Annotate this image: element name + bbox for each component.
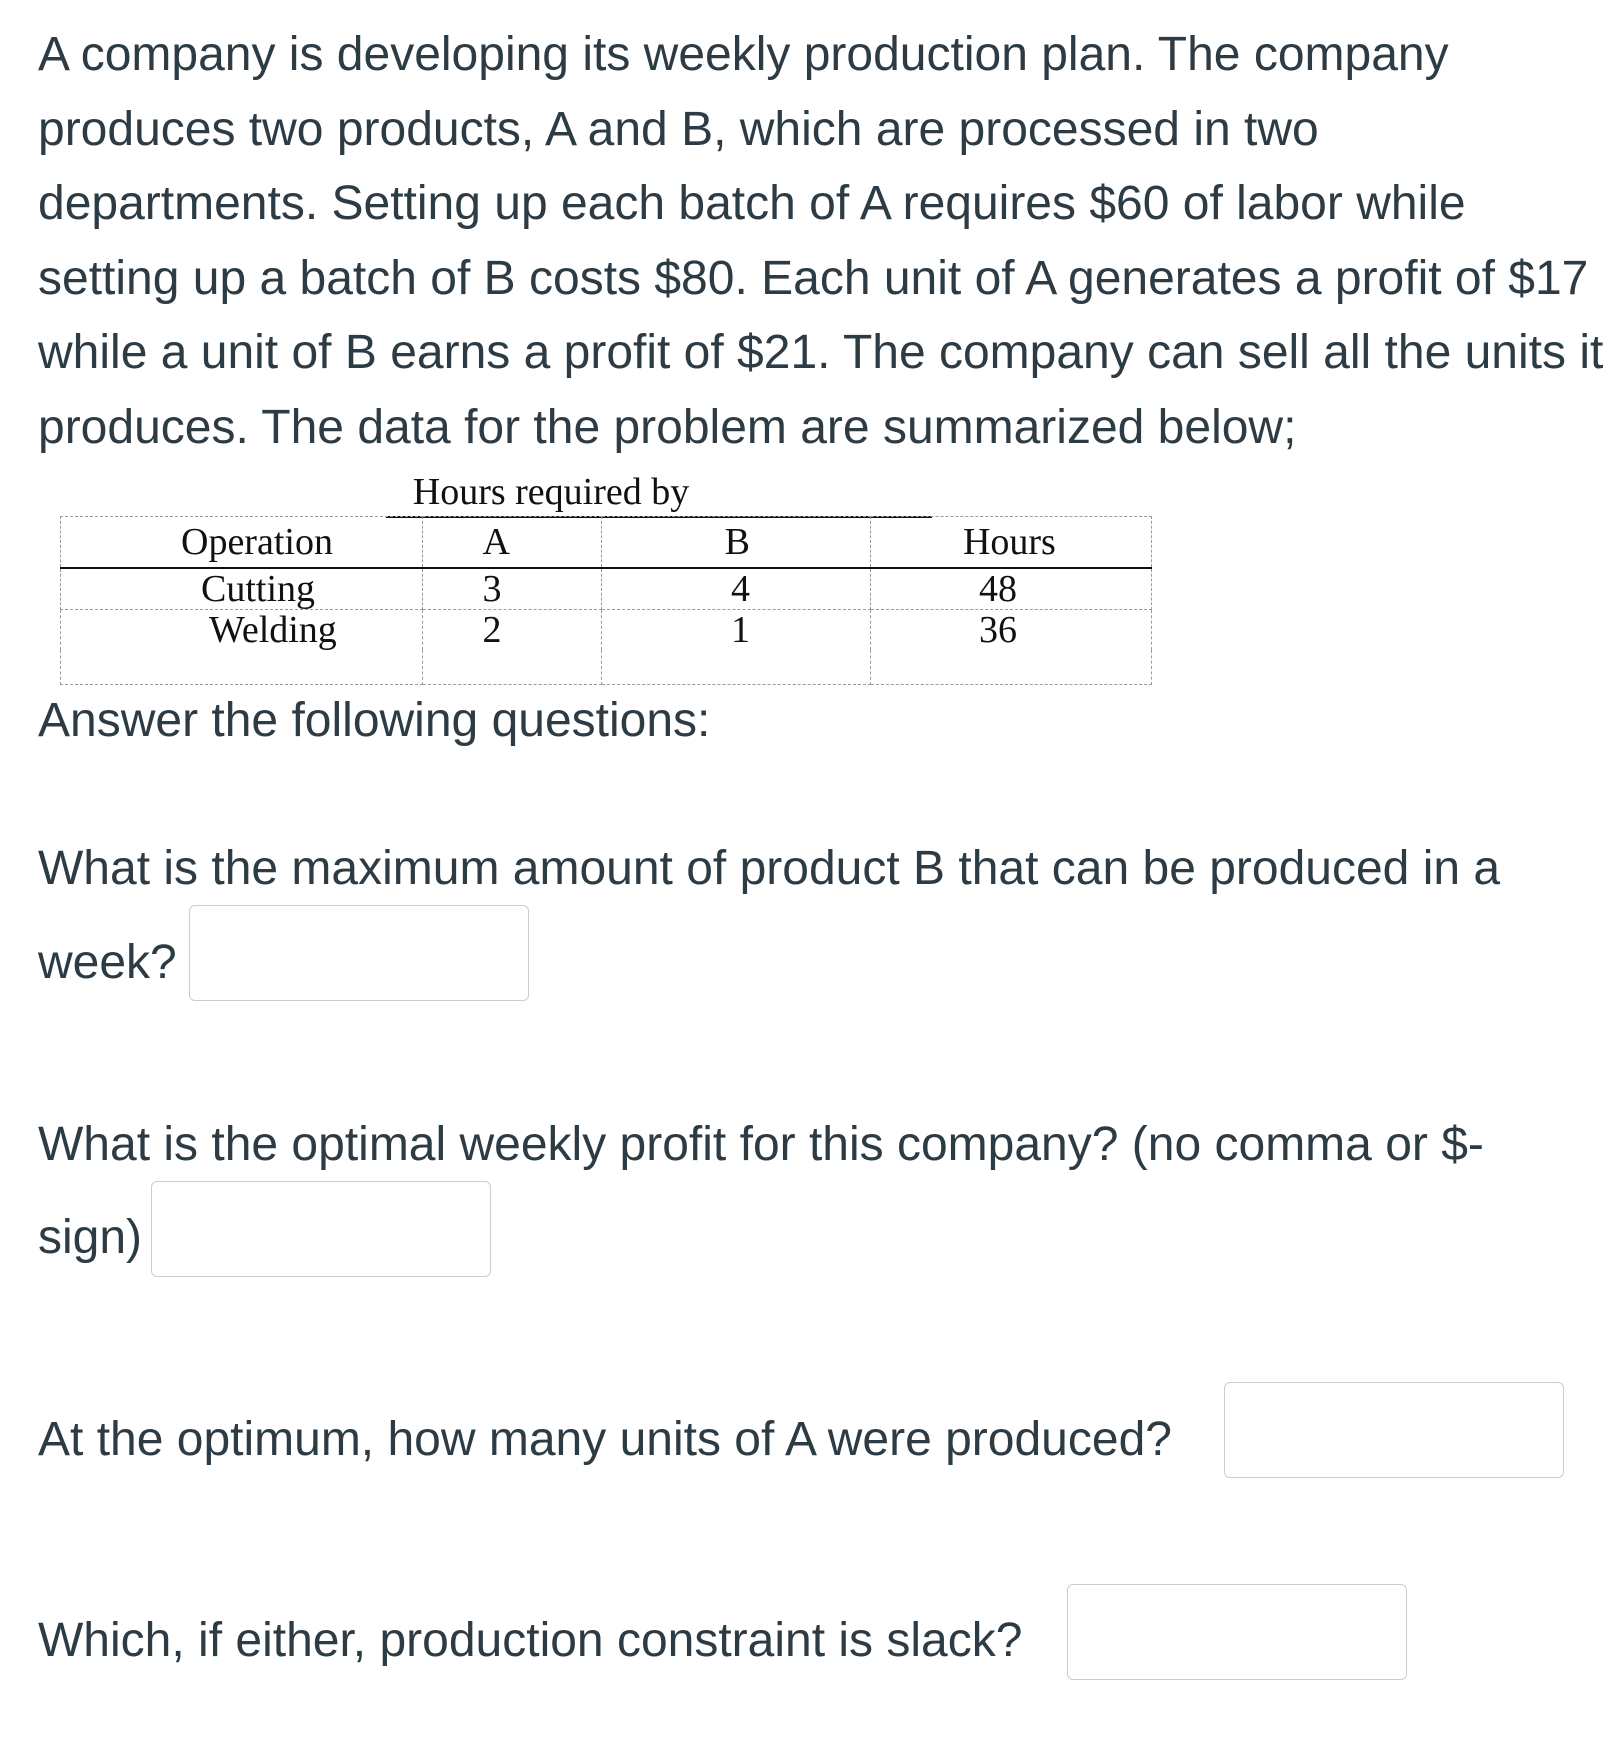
- question-2-line-1: What is the optimal weekly profit for this company? (no comma or $-: [38, 1118, 1484, 1171]
- table-row: [61, 610, 1152, 651]
- header-b: B: [601, 517, 870, 569]
- question-4-text: Which, if either, production constraint is slack?: [38, 1614, 1023, 1667]
- table-header-row: [61, 517, 1152, 569]
- cell-a: 2: [422, 610, 601, 651]
- table-spacer-row: [61, 650, 1152, 685]
- question-2-answer-input[interactable]: [151, 1181, 491, 1277]
- problem-statement: A company is developing its weekly production plan. The company produces two products, A and B, which are processed in two departments. Setting up each batch of A requires $60 of labor while setting up a batch of B costs $80. Each unit of A generates a profit of $17 while a unit of B earns a profit of $21. The company can sell all the units it produces. The data for the problem are summarized below;: [38, 28, 1604, 454]
- cell-hours: 48: [870, 568, 1151, 610]
- question-4-answer-input[interactable]: [1067, 1584, 1407, 1680]
- data-table-image: [60, 470, 1152, 670]
- cell-a: 3: [422, 568, 601, 610]
- group-header: Hours required by: [412, 471, 690, 513]
- table-row: [61, 568, 1152, 610]
- question-2-line-2: sign): [38, 1211, 143, 1264]
- question-1-line-2: week?: [38, 936, 177, 989]
- cell-b: 4: [601, 568, 870, 610]
- question-1-line-1: What is the maximum amount of product B that can be produced in a: [38, 842, 1501, 895]
- question-3-answer-input[interactable]: [1224, 1382, 1564, 1478]
- cell-b: 1: [601, 610, 870, 651]
- header-a: A: [422, 517, 601, 569]
- cell-operation: Cutting: [61, 568, 423, 610]
- operations-table: [60, 516, 1152, 685]
- cell-operation: Welding: [61, 610, 423, 651]
- header-hours: Hours: [870, 517, 1151, 569]
- question-3-text: At the optimum, how many units of A were produced?: [38, 1413, 1172, 1466]
- header-operation: Operation: [61, 517, 423, 569]
- answer-prompt: Answer the following questions:: [38, 694, 711, 747]
- question-1-answer-input[interactable]: [189, 905, 529, 1001]
- cell-hours: 36: [870, 610, 1151, 651]
